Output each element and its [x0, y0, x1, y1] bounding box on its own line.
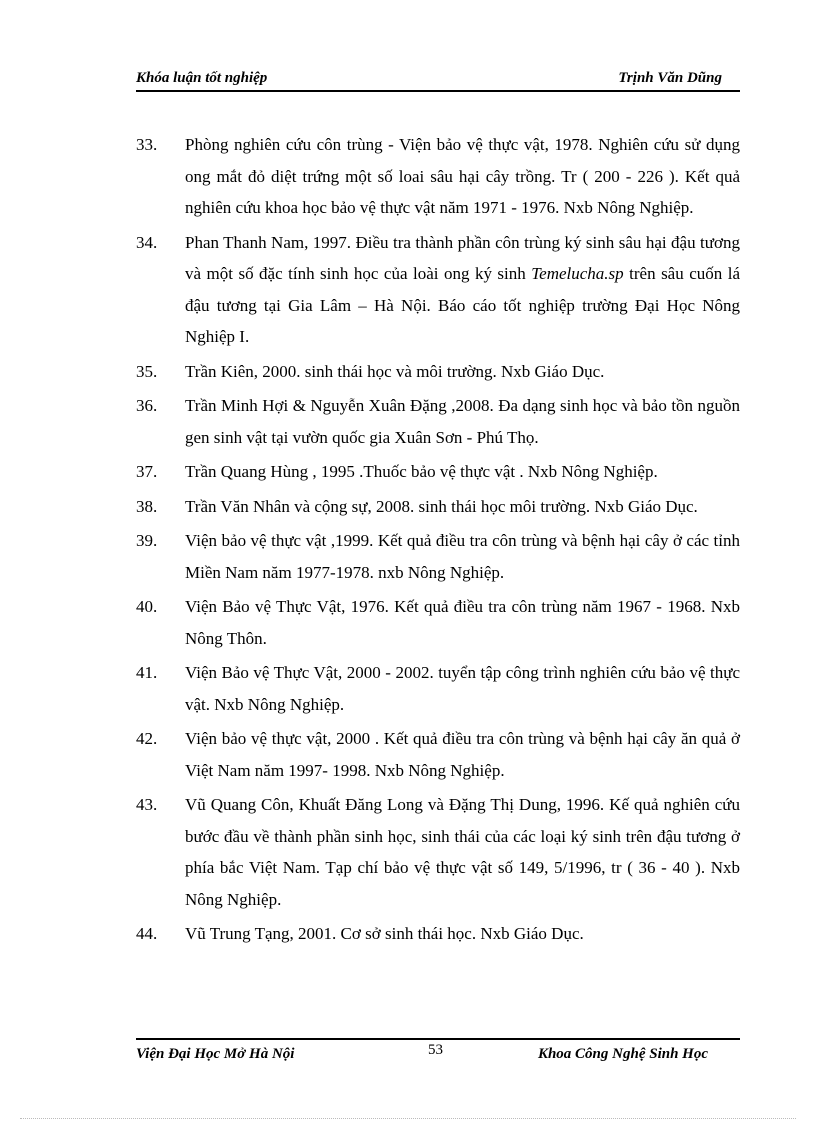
reference-item — [136, 525, 740, 588]
reference-text: Viện Bảo vệ Thực Vật, 1976. Kết quả điều tra côn trùng năm 1967 - 1968. Nxb Nông Thôn. — [185, 597, 740, 648]
page-footer — [136, 1038, 740, 1066]
reference-number: 37. — [136, 462, 158, 481]
reference-number: 35. — [136, 361, 158, 381]
reference-text: Viện bảo vệ thực vật ,1999. Kết quả điều tra côn trùng và bệnh hại cây ở các tỉnh Miền Nam năm 1977-1978. nxb Nông Nghiệp. — [185, 531, 740, 582]
reference-text: Phòng nghiên cứu côn trùng - Viện bảo vệ thực vật, 1978. Nghiên cứu sử dụng ong mắt đỏ diệt trứng một số loai sâu hại cây trồng. Tr ( 200 - 226 ). Kết quả nghiên cứu khoa học bảo vệ thực vật năm 1971 - 1976. Nxb Nông Nghiệp. — [185, 135, 740, 217]
reference-text: Trần Văn Nhân và cộng sự, 2008. sinh thái học môi trường. Nxb Giáo Dục. — [185, 496, 698, 516]
reference-text: Viện Bảo vệ Thực Vật, 2000 - 2002. tuyển tập công trình nghiên cứu bảo vệ thực vật. Nxb Nông Nghiệp. — [185, 663, 740, 714]
header-thesis-title: Khóa luận tốt nghiệp — [136, 70, 268, 86]
page-number: 53 — [428, 1042, 443, 1058]
reference-number: 40. — [136, 597, 158, 616]
reference-number: 42. — [136, 729, 158, 748]
reference-number: 36. — [136, 396, 158, 415]
reference-number: 34. — [136, 232, 158, 252]
reference-item — [136, 456, 740, 488]
species-name: Temelucha.sp — [531, 264, 624, 283]
reference-item — [136, 918, 740, 950]
reference-item — [136, 129, 740, 224]
reference-item — [136, 789, 740, 915]
footer-institution: Viện Đại Học Mở Hà Nội — [136, 1046, 295, 1062]
reference-text: Trần Quang Hùng , 1995 .Thuốc bảo vệ thực vật . Nxb Nông Nghiệp. — [185, 462, 658, 481]
reference-number: 33. — [136, 135, 158, 154]
page-header — [136, 68, 740, 92]
reference-item — [136, 227, 740, 353]
header-author: Trịnh Văn Dũng — [618, 70, 722, 86]
reference-number: 38. — [136, 496, 158, 516]
reference-text-start: Phan Thanh Nam, 1997. Điều tra thành phần côn trùng ký sinh sâu hại đậu tương và một số đặc tính sinh học của loài ong ký sinh — [185, 232, 740, 283]
reference-item — [136, 390, 740, 453]
reference-number: 39. — [136, 531, 158, 550]
reference-text: Trần Kiên, 2000. sinh thái học và môi trường. Nxb Giáo Dục. — [185, 361, 605, 381]
reference-number: 43. — [136, 795, 158, 814]
page-edge-divider — [20, 1118, 796, 1119]
footer-department: Khoa Công Nghệ Sinh Học — [537, 1046, 708, 1062]
reference-list — [136, 129, 740, 953]
reference-text: Trần Minh Hợi & Nguyễn Xuân Đặng ,2008. Đa dạng sinh học và bảo tồn nguồn gen sinh vật tại vườn quốc gia Xuân Sơn - Phú Thọ. — [185, 396, 740, 447]
reference-item — [136, 356, 740, 388]
reference-item — [136, 591, 740, 654]
reference-item — [136, 723, 740, 786]
reference-text: Vũ Trung Tạng, 2001. Cơ sở sinh thái học. Nxb Giáo Dục. — [185, 924, 584, 943]
reference-number: 41. — [136, 663, 158, 682]
reference-item — [136, 491, 740, 523]
reference-text: Vũ Quang Côn, Khuất Đăng Long và Đặng Thị Dung, 1996. Kế quả nghiên cứu bước đầu về thành phần sinh học, sinh thái của các loại ký sinh trên đậu tương ở phía bắc Việt Nam. Tạp chí bảo vệ thực vật số 149, 5/1996, tr ( 36 - 40 ). Nxb Nông Nghiệp. — [185, 795, 740, 909]
reference-number: 44. — [136, 924, 158, 943]
reference-text-end: trên sâu cuốn lá đậu tương tại Gia Lâm – Hà Nội. Báo cáo tốt nghiệp trường Đại Học Nông Nghiệp I. — [185, 264, 741, 346]
reference-text — [185, 233, 740, 347]
reference-item — [136, 657, 740, 720]
reference-text: Viện bảo vệ thực vật, 2000 . Kết quả điều tra côn trùng và bệnh hại cây ăn quả ở Việt Nam năm 1997- 1998. Nxb Nông Nghiệp. — [185, 729, 740, 780]
